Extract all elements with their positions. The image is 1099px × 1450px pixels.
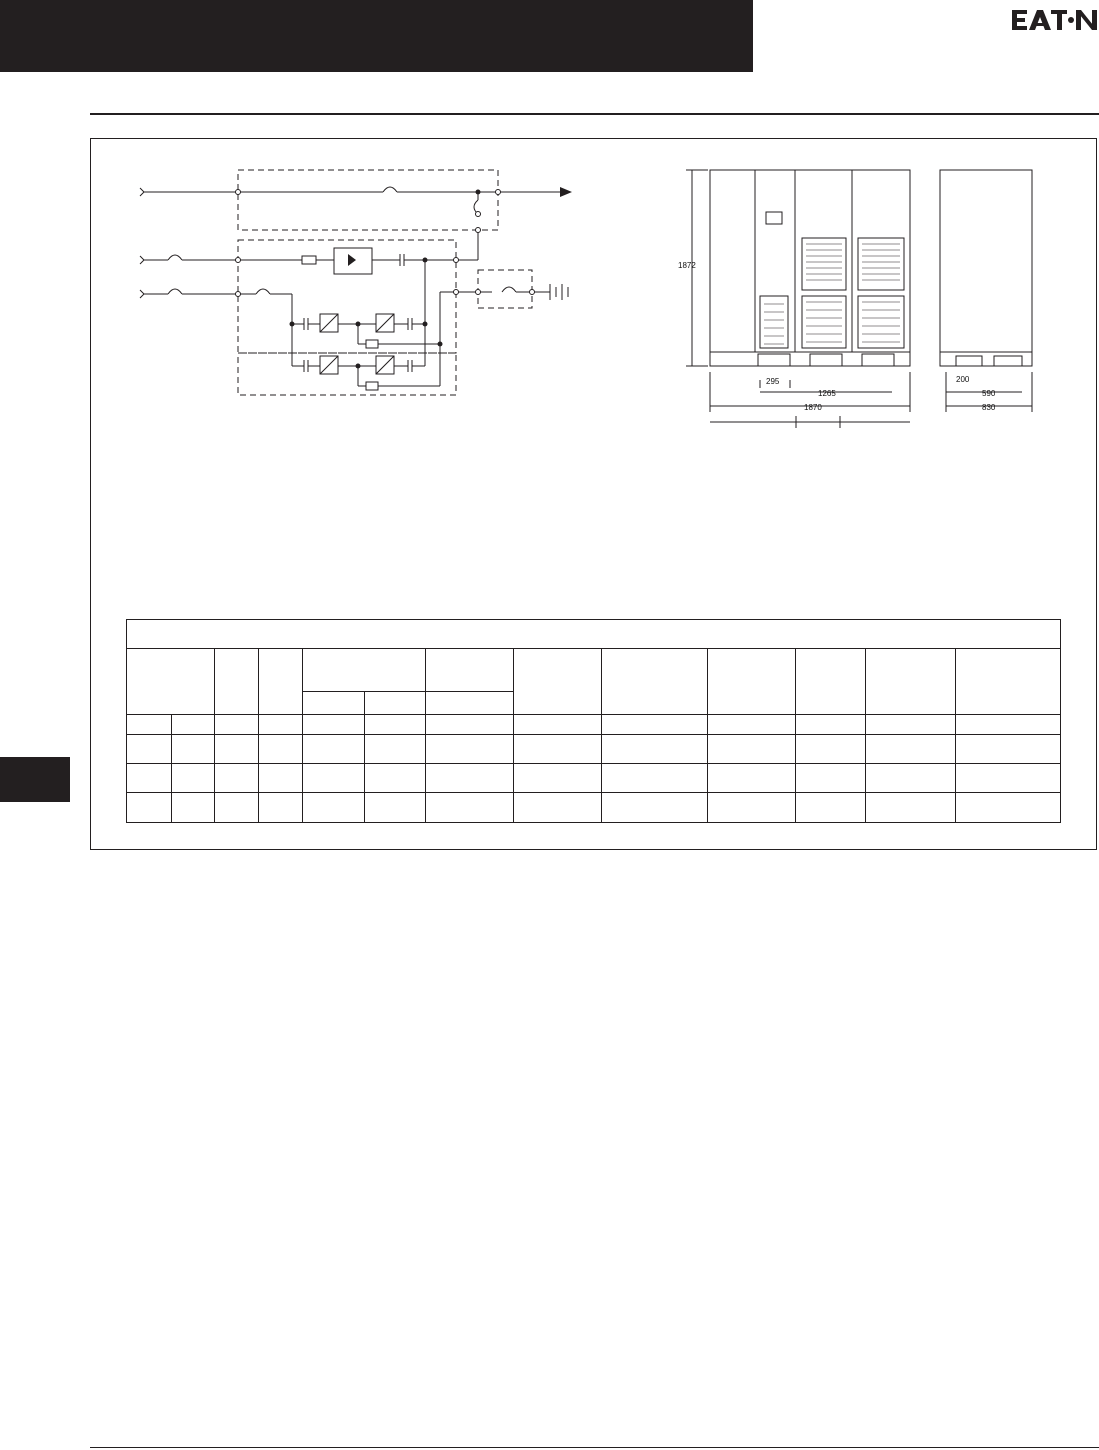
table-row [127, 793, 1061, 823]
table-cell [514, 715, 602, 735]
table-cell [365, 735, 426, 764]
table-cell [215, 735, 259, 764]
table-cell [303, 764, 365, 793]
table-cell [514, 764, 602, 793]
height-dimension: 1872 [678, 261, 696, 270]
table-cell [127, 620, 1061, 649]
table-cell [215, 649, 259, 715]
table-cell [365, 715, 426, 735]
table-cell [602, 764, 708, 793]
table-cell [127, 715, 172, 735]
table-cell [303, 735, 365, 764]
table-cell [796, 649, 866, 715]
table-row [127, 735, 1061, 764]
ups-single-line-diagram [120, 150, 600, 410]
table-cell [215, 793, 259, 823]
table-cell [127, 793, 172, 823]
front-dim-b: 1265 [818, 389, 836, 398]
side-dim-c: 830 [982, 403, 996, 412]
table-cell [956, 715, 1061, 735]
table-cell [708, 764, 796, 793]
table-cell [426, 735, 514, 764]
table-cell [127, 764, 172, 793]
table-header-row [127, 649, 1061, 692]
side-dim-a: 200 [956, 375, 970, 384]
table-cell [172, 793, 215, 823]
table-cell [956, 764, 1061, 793]
table-cell [365, 692, 426, 715]
table-cell [259, 715, 303, 735]
table-cell [708, 715, 796, 735]
table-cell [796, 715, 866, 735]
table-cell [514, 649, 602, 715]
table-cell [796, 764, 866, 793]
footer-rule [90, 1447, 1099, 1448]
table-cell [602, 649, 708, 715]
table-cell [708, 649, 796, 715]
table-cell [303, 715, 365, 735]
table-cell [172, 715, 215, 735]
table-cell [172, 764, 215, 793]
header-rule [90, 113, 1099, 115]
table-cell [259, 793, 303, 823]
table-cell [259, 764, 303, 793]
header-bar [0, 0, 753, 72]
table-cell [602, 793, 708, 823]
table-cell [215, 764, 259, 793]
table-cell [426, 649, 514, 692]
specification-table [126, 619, 1061, 823]
table-cell [127, 649, 215, 715]
table-cell [365, 793, 426, 823]
table-cell [956, 735, 1061, 764]
table-cell [215, 715, 259, 735]
table-cell [602, 715, 708, 735]
table-cell [514, 793, 602, 823]
section-tab [0, 757, 70, 802]
table-cell [866, 793, 956, 823]
table-title-row [127, 620, 1061, 649]
cabinet-dimension-drawing [670, 150, 1050, 435]
table-cell [303, 793, 365, 823]
table-cell [303, 692, 365, 715]
table-cell [956, 793, 1061, 823]
table-cell [956, 649, 1061, 715]
table-cell [866, 735, 956, 764]
front-dim-a: 295 [766, 377, 780, 386]
table-cell [866, 764, 956, 793]
table-cell [172, 735, 215, 764]
table-cell [259, 735, 303, 764]
table-cell [866, 715, 956, 735]
table-cell [866, 649, 956, 715]
table-cell [127, 735, 172, 764]
table-row [127, 715, 1061, 735]
table-cell [602, 735, 708, 764]
table-cell [796, 735, 866, 764]
eaton-logo [1012, 8, 1098, 32]
table-cell [708, 735, 796, 764]
table-cell [426, 764, 514, 793]
table-cell [514, 735, 602, 764]
front-dim-c: 1870 [804, 403, 822, 412]
side-dim-b: 590 [982, 389, 996, 398]
table-cell [426, 715, 514, 735]
table-cell [426, 793, 514, 823]
table-row [127, 764, 1061, 793]
table-cell [708, 793, 796, 823]
table-cell [426, 692, 514, 715]
table-cell [365, 764, 426, 793]
table-cell [303, 649, 426, 692]
table-cell [796, 793, 866, 823]
table-cell [259, 649, 303, 715]
